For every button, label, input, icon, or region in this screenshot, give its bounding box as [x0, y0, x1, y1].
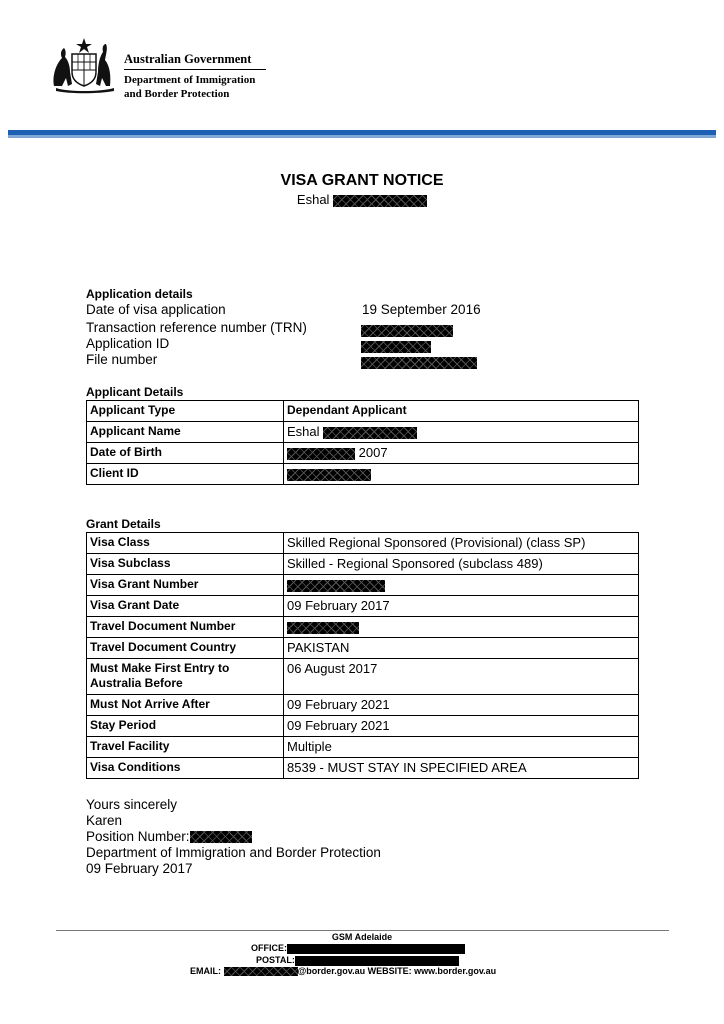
application-details-heading: Application details	[86, 287, 193, 301]
redacted-passport-number	[287, 622, 359, 634]
department-name-line-2: and Border Protection	[124, 88, 230, 100]
first-entry-value: 06 August 2017	[284, 659, 639, 695]
redacted-postal-address	[295, 956, 459, 966]
applicant-details-table	[86, 400, 639, 485]
table-row	[87, 659, 639, 695]
client-id-label: Client ID	[87, 464, 284, 485]
application-detail-label: Application ID	[86, 336, 170, 351]
redacted-surname	[323, 427, 417, 439]
grant-details-heading: Grant Details	[86, 517, 161, 531]
applicant-details-heading: Applicant Details	[86, 385, 184, 399]
department-name-line-1: Department of Immigration	[124, 74, 256, 86]
stay-period-value: 09 February 2021	[284, 716, 639, 737]
footer-email-domain: @border.gov.au	[297, 966, 366, 976]
redacted-surname	[333, 195, 427, 207]
redacted-office-address	[287, 944, 465, 954]
redacted-position-number	[190, 831, 252, 843]
recipient-name	[0, 192, 724, 207]
redacted-application-id	[361, 341, 431, 353]
salutation: Yours sincerely	[86, 797, 178, 812]
coat-of-arms-icon	[48, 36, 120, 94]
grant-details-table	[86, 532, 639, 779]
table-row	[87, 422, 639, 443]
must-not-arrive-after-label: Must Not Arrive After	[87, 695, 284, 716]
table-row	[87, 638, 639, 659]
footer-postal	[256, 955, 459, 966]
travel-document-number-cell	[284, 617, 639, 638]
must-not-arrive-after-value: 09 February 2021	[284, 695, 639, 716]
table-row	[87, 695, 639, 716]
client-id-cell	[284, 464, 639, 485]
table-row	[87, 533, 639, 554]
government-name: Australian Government	[124, 52, 252, 66]
position-number	[86, 829, 252, 844]
table-row	[87, 758, 639, 779]
application-detail-value: 19 September 2016	[362, 302, 481, 317]
footer-office-label: OFFICE:	[251, 943, 287, 953]
table-row	[87, 737, 639, 758]
footer-email-label: EMAIL:	[190, 966, 221, 976]
visa-grant-date-value: 09 February 2017	[284, 596, 639, 617]
visa-subclass-value: Skilled - Regional Sponsored (subclass 489)	[284, 554, 639, 575]
first-entry-label: Must Make First Entry to Australia Before	[87, 659, 284, 695]
footer-postal-label: POSTAL:	[256, 955, 295, 965]
signer-name: Karen	[86, 813, 123, 828]
table-row	[87, 596, 639, 617]
redacted-email-user	[224, 967, 298, 976]
recipient-first-name: Eshal	[296, 192, 330, 207]
redacted-grant-number	[287, 580, 385, 592]
table-row	[87, 617, 639, 638]
table-row	[87, 401, 639, 422]
letter-date: 09 February 2017	[86, 861, 193, 876]
redacted-client-id	[287, 469, 371, 481]
signer-department: Department of Immigration and Border Protection	[86, 845, 381, 860]
header-divider	[124, 69, 266, 70]
footer-office	[251, 943, 465, 954]
applicant-name-value: Eshal	[287, 424, 320, 439]
table-row	[87, 575, 639, 596]
date-of-birth-cell	[284, 443, 639, 464]
footer-website-label: WEBSITE:	[367, 966, 412, 976]
applicant-name-label: Applicant Name	[87, 422, 284, 443]
redacted-birth-day	[287, 448, 355, 460]
travel-document-country-label: Travel Document Country	[87, 638, 284, 659]
visa-grant-number-cell	[284, 575, 639, 596]
applicant-type-value: Dependant Applicant	[284, 401, 639, 422]
visa-class-value: Skilled Regional Sponsored (Provisional) (class SP)	[284, 533, 639, 554]
travel-facility-label: Travel Facility	[87, 737, 284, 758]
travel-document-country-value: PAKISTAN	[284, 638, 639, 659]
application-detail-label: Transaction reference number (TRN)	[86, 320, 307, 335]
visa-conditions-label: Visa Conditions	[87, 758, 284, 779]
table-row	[87, 443, 639, 464]
page-title: VISA GRANT NOTICE	[280, 172, 444, 189]
visa-conditions-value: 8539 - MUST STAY IN SPECIFIED AREA	[284, 758, 639, 779]
visa-grant-date-label: Visa Grant Date	[87, 596, 284, 617]
applicant-name-cell	[284, 422, 639, 443]
applicant-type-label: Applicant Type	[87, 401, 284, 422]
footer-divider	[56, 930, 669, 931]
table-row	[87, 716, 639, 737]
travel-facility-value: Multiple	[284, 737, 639, 758]
table-row	[87, 554, 639, 575]
footer-office-name: GSM Adelaide	[331, 932, 393, 942]
application-detail-label: File number	[86, 352, 158, 367]
travel-document-number-label: Travel Document Number	[87, 617, 284, 638]
table-row	[87, 464, 639, 485]
redacted-file-number	[361, 357, 477, 369]
application-detail-label: Date of visa application	[86, 302, 226, 317]
position-number-label: Position Number:	[86, 829, 190, 844]
header-band-light	[8, 135, 716, 138]
footer-contact	[190, 966, 496, 976]
date-of-birth-value: 2007	[358, 445, 388, 460]
footer-website[interactable]: www.border.gov.au	[414, 966, 497, 976]
visa-grant-number-label: Visa Grant Number	[87, 575, 284, 596]
visa-class-label: Visa Class	[87, 533, 284, 554]
stay-period-label: Stay Period	[87, 716, 284, 737]
date-of-birth-label: Date of Birth	[87, 443, 284, 464]
redacted-trn	[361, 325, 453, 337]
visa-subclass-label: Visa Subclass	[87, 554, 284, 575]
